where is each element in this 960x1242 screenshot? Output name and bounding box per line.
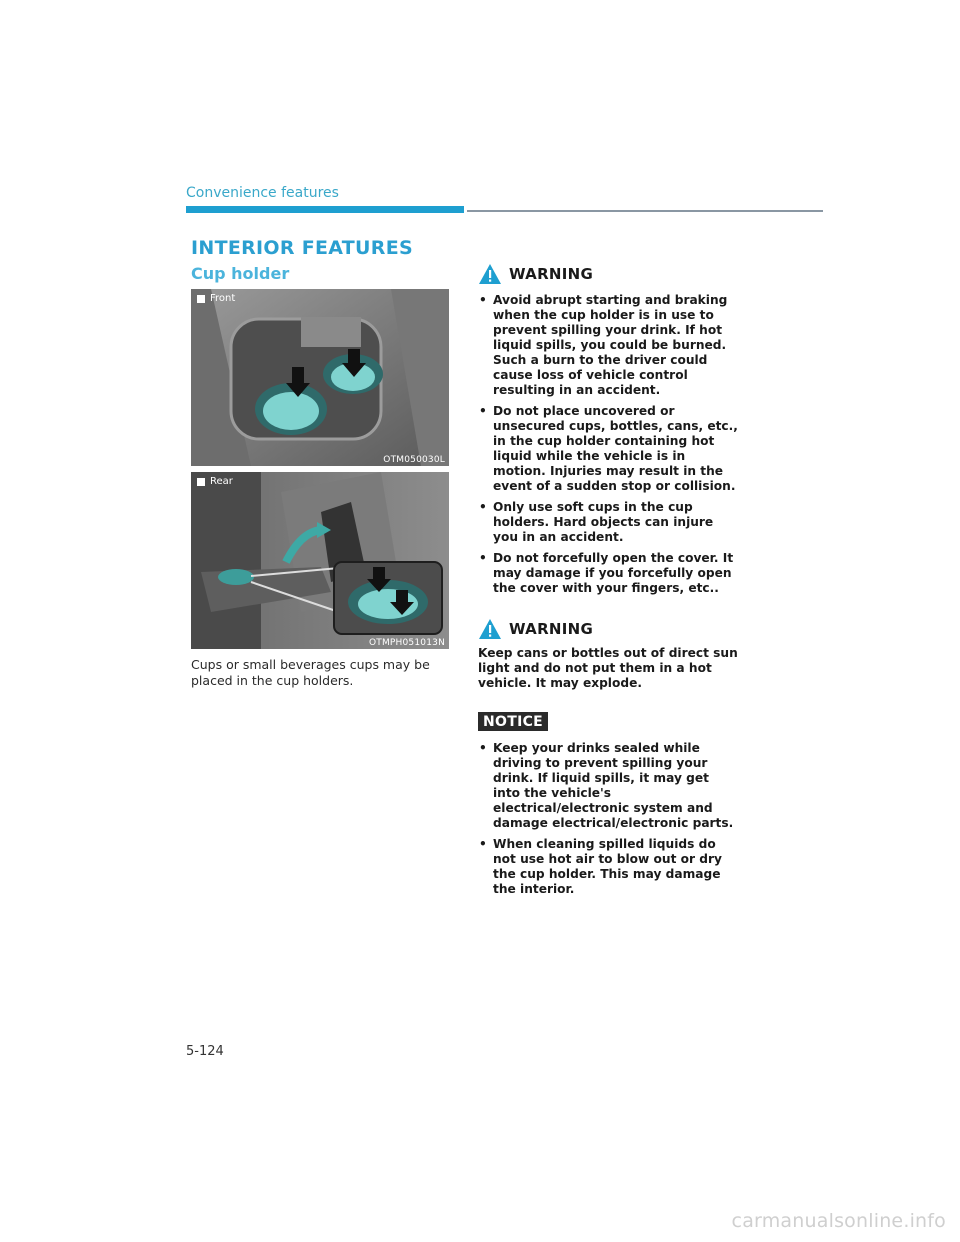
front-label-text: Front xyxy=(210,293,236,304)
label-square-icon xyxy=(197,295,205,303)
warning-heading-text: WARNING xyxy=(509,265,594,283)
front-label xyxy=(197,293,235,304)
warning-text: Keep cans or bottles out of direct sun light and do not put them in a hot vehicle. It may explode. xyxy=(478,646,738,690)
warning-triangle-icon xyxy=(478,263,502,285)
warning-heading xyxy=(478,618,740,640)
notice-list xyxy=(478,741,740,897)
rear-figure-code: OTMPH051013N xyxy=(368,638,445,648)
notice-badge: NOTICE xyxy=(478,712,548,731)
warning-list xyxy=(478,293,740,596)
list-item: • When cleaning spilled liquids do not use hot air to blow out or dry the cup holder. This may damage the interior. xyxy=(478,837,740,897)
warning-heading xyxy=(478,263,740,285)
list-item: • Only use soft cups in the cup holders. Hard objects can injure you in an accident. xyxy=(478,500,740,545)
chapter-title: INTERIOR FEATURES xyxy=(191,237,413,259)
header-bar-accent xyxy=(186,206,464,213)
rear-cup-holder-photo xyxy=(191,472,449,649)
warning-heading-text: WARNING xyxy=(509,620,594,638)
watermark: carmanualsonline.info xyxy=(731,1210,946,1232)
front-figure-code: OTM050030L xyxy=(383,455,445,465)
list-item: • Keep your drinks sealed while driving to prevent spilling your drink. If liquid spills, it may get into the vehicle's electrical/electronic system and damage electrical/electronic parts. xyxy=(478,741,740,831)
list-item: • Avoid abrupt starting and braking when the cup holder is in use to prevent spilling your drink. If hot liquid spills, you could be burned. Such a burn to the driver could cause loss of vehicle control resulting in an accident. xyxy=(478,293,740,398)
page-number: 5-124 xyxy=(186,1044,224,1059)
header-bar-rule xyxy=(467,210,823,212)
body-text: Cups or small beverages cups may be placed in the cup holders. xyxy=(191,657,430,688)
rear-label xyxy=(197,476,233,487)
rear-cup-holder-illustration xyxy=(191,472,449,649)
sub-title: Cup holder xyxy=(191,264,290,283)
warning-triangle-icon xyxy=(478,618,502,640)
rear-label-text: Rear xyxy=(210,476,233,487)
list-item: • Do not place uncovered or unsecured cups, bottles, cans, etc., in the cup holder containing hot liquid while the vehicle is in motion. Injuries may result in the event of a sudden stop or collision. xyxy=(478,404,740,494)
section-title: Convenience features xyxy=(186,185,339,201)
front-cup-holder-illustration xyxy=(191,289,449,466)
label-square-icon xyxy=(197,478,205,486)
list-item: • Do not forcefully open the cover. It may damage if you forcefully open the cover with your fingers, etc.. xyxy=(478,551,740,596)
front-cup-holder-photo xyxy=(191,289,449,466)
right-column xyxy=(478,263,740,903)
notice-section xyxy=(478,711,740,897)
